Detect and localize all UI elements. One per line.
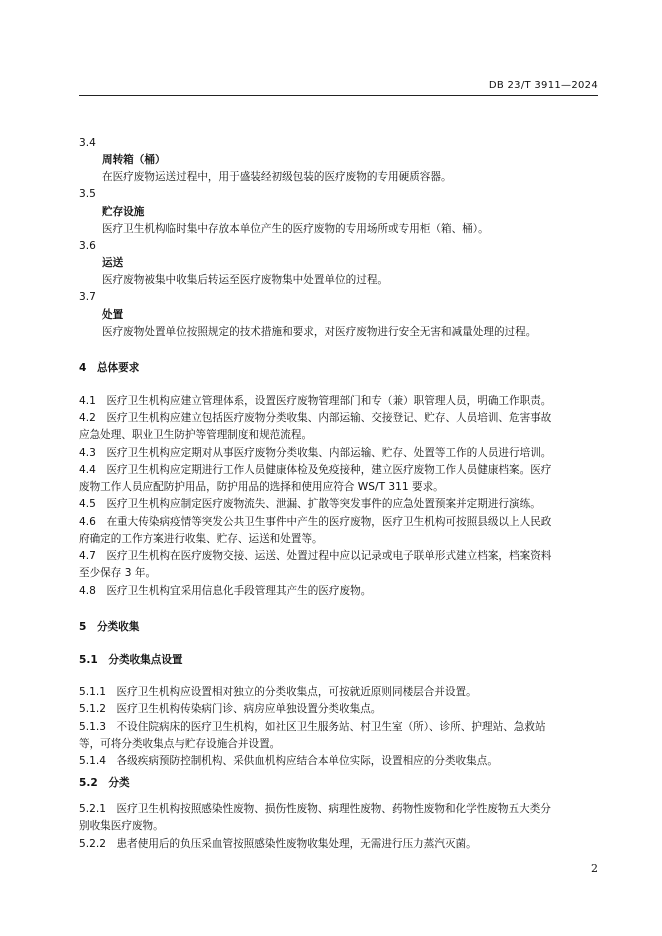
clause-line: 等，可将分类收集点与贮存设施合并设置。 — [79, 738, 281, 750]
clause-line: 4.8 医疗卫生机构宜采用信息化手段管理其产生的医疗废物。 — [79, 585, 372, 597]
term-3-6: 运送 — [102, 257, 124, 269]
clause-line: 4.1 医疗卫生机构应建立管理体系，设置医疗废物管理部门和专（兼）职管理人员，明确工作职责。 — [79, 395, 552, 407]
clause-number-3-4: 3.4 — [79, 137, 96, 149]
page-number: 2 — [591, 862, 598, 875]
term-3-7: 处置 — [102, 309, 124, 321]
clause-line: 5.2.1 医疗卫生机构按照感染性废物、损伤性废物、病理性废物、药物性废物和化学性废物五大类分 — [79, 803, 551, 815]
term-3-4: 周转箱（桶） — [102, 154, 166, 166]
clause-line: 5.1.4 各级疾病预防控制机构、采供血机构应结合本单位实际，设置相应的分类收集点。 — [79, 755, 498, 767]
clause-line: 4.4 医疗卫生机构应定期进行工作人员健康体检及免疫接种，建立医疗废物工作人员健康档案。医疗 — [79, 464, 552, 476]
clause-line: 5.1.2 医疗卫生机构传染病门诊、病房应单独设置分类收集点。 — [79, 703, 382, 715]
clause-line: 4.5 医疗卫生机构应制定医疗废物流失、泄漏、扩散等突发事件的应急处置预案并定期进行演练。 — [79, 498, 541, 510]
section-heading-5: 5 分类收集 — [79, 621, 140, 633]
clause-line: 4.2 医疗卫生机构应建立包括医疗废物分类收集、内部运输、交接登记、贮存、人员培训、危害事故 — [79, 412, 552, 424]
clause-number-3-7: 3.7 — [79, 291, 96, 303]
clause-line: 废物工作人员应配防护用品，防护用品的选择和使用应符合 WS/T 311 要求。 — [79, 481, 444, 493]
term-3-5: 贮存设施 — [102, 206, 145, 218]
clause-line: 5.1.1 医疗卫生机构应设置相对独立的分类收集点，可按就近原则同楼层合并设置。 — [79, 686, 477, 698]
clause-line: 4.7 医疗卫生机构在医疗废物交接、运送、处置过程中应以记录或电子联单形式建立档案，档案资料 — [79, 550, 552, 562]
subsection-heading-5-1: 5.1 分类收集点设置 — [79, 654, 183, 666]
clause-line: 至少保存 3 年。 — [79, 567, 157, 579]
clause-number-3-6: 3.6 — [79, 240, 96, 252]
section-heading-4: 4 总体要求 — [79, 362, 140, 374]
header-rule — [79, 95, 598, 96]
clause-line: 应急处理、职业卫生防护等管理制度和规范流程。 — [79, 429, 313, 441]
subsection-heading-5-2: 5.2 分类 — [79, 777, 130, 789]
clause-line: 4.3 医疗卫生机构应定期对从事医疗废物分类收集、内部运输、贮存、处置等工作的人员进行培训。 — [79, 447, 552, 459]
definition-3-5: 医疗卫生机构临时集中存放本单位产生的医疗废物的专用场所或专用柜（箱、桶）。 — [102, 223, 489, 235]
document-code: DB 23/T 3911—2024 — [488, 80, 598, 91]
clause-line: 别收集医疗废物。 — [79, 820, 164, 832]
clause-number-3-5: 3.5 — [79, 188, 96, 200]
clause-line: 府确定的工作方案进行收集、贮存、运送和处置等。 — [79, 533, 323, 545]
clause-line: 5.2.2 患者使用后的负压采血管按照感染性废物收集处理，无需进行压力蒸汽灭菌。 — [79, 838, 477, 850]
clause-line: 4.6 在重大传染病疫情等突发公共卫生事件中产生的医疗废物，医疗卫生机构可按照县级以上人民政 — [79, 516, 552, 528]
definition-3-4: 在医疗废物运送过程中，用于盛装经初级包装的医疗废物的专用硬质容器。 — [102, 171, 452, 183]
clause-line: 5.1.3 不设住院病床的医疗卫生机构，如社区卫生服务站、村卫生室（所）、诊所、护理站、急救站 — [79, 721, 546, 733]
definition-3-6: 医疗废物被集中收集后转运至医疗废物集中处置单位的过程。 — [102, 274, 389, 286]
definition-3-7: 医疗废物处置单位按照规定的技术措施和要求，对医疗废物进行安全无害和减量处理的过程。 — [102, 326, 537, 338]
